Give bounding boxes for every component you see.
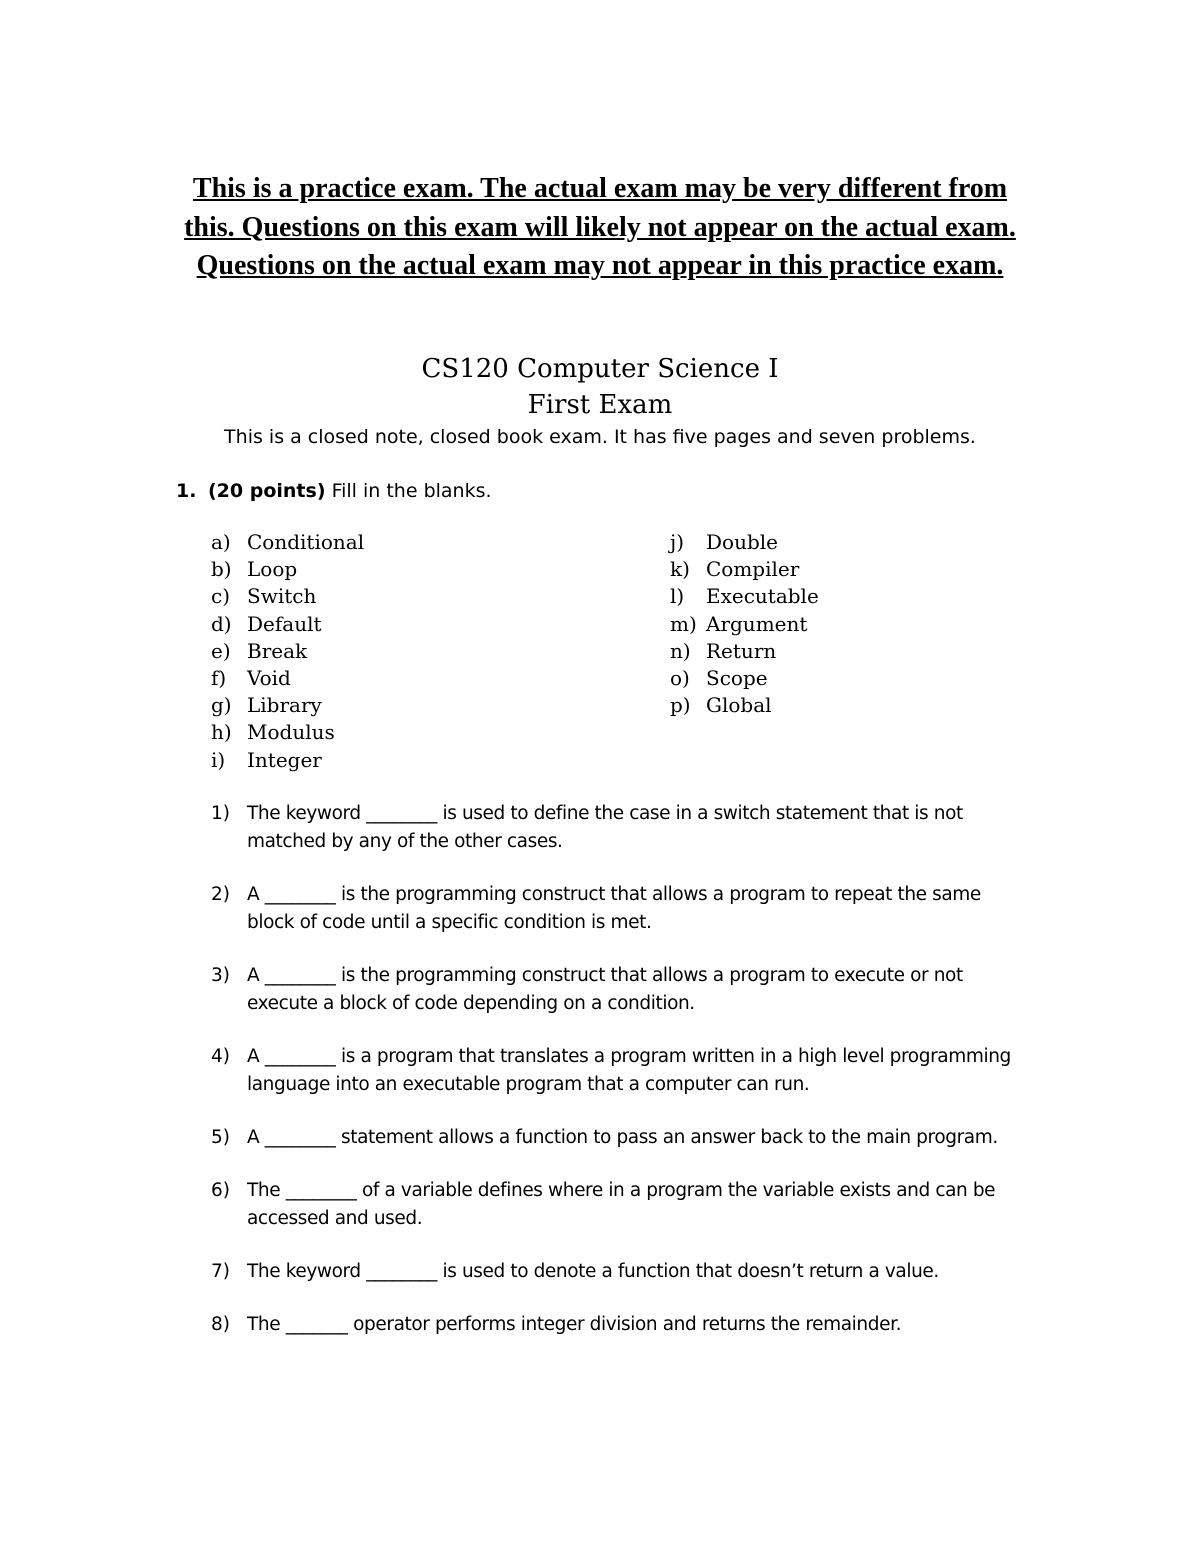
question-number: 3): [211, 965, 230, 986]
word-bank-item: [211, 556, 364, 583]
word-letter: o): [670, 666, 690, 691]
word-bank-item: [211, 583, 364, 610]
word-term: Argument: [706, 611, 808, 636]
word-bank-item: [211, 747, 364, 774]
problem-prompt: Fill in the blanks.: [331, 480, 492, 502]
word-bank-item: [211, 529, 364, 556]
word-letter: e): [211, 638, 231, 663]
word-bank-item: [670, 583, 819, 610]
fill-in-questions: [211, 800, 1031, 1364]
problem-points: (20 points): [208, 480, 326, 502]
question-text: The keyword ________ is used to denote a function that doesn’t return a value.: [247, 1261, 939, 1282]
word-term: Compiler: [706, 557, 800, 582]
question-number: 4): [211, 1046, 230, 1067]
word-bank-item: [211, 638, 364, 665]
word-bank-item: [211, 692, 364, 719]
word-letter: d): [211, 611, 232, 636]
question-item: [211, 1311, 1031, 1339]
question-item: [211, 1258, 1031, 1286]
question-item: [211, 800, 1031, 856]
question-number: 8): [211, 1314, 230, 1335]
word-term: Library: [247, 693, 322, 718]
question-text: A ________ statement allows a function to pass an answer back to the main program.: [247, 1127, 998, 1148]
word-letter: a): [211, 530, 231, 554]
question-text: A ________ is the programming construct that allows a program to repeat the same block of code until a specific condition is met.: [247, 884, 981, 933]
course-title: CS120 Computer Science I: [421, 354, 779, 384]
word-letter: m): [670, 611, 697, 636]
word-bank-item: [670, 665, 819, 692]
word-term: Modulus: [247, 720, 335, 745]
word-term: Return: [706, 638, 777, 663]
word-term: Scope: [706, 666, 768, 691]
word-bank-item: [670, 638, 819, 665]
word-letter: c): [211, 584, 231, 609]
question-item: [211, 1124, 1031, 1152]
word-term: Void: [247, 666, 291, 691]
word-letter: h): [211, 720, 232, 745]
word-letter: n): [670, 638, 691, 663]
word-term: Conditional: [247, 530, 365, 554]
word-letter: i): [211, 747, 226, 772]
word-bank-right: [670, 529, 819, 719]
word-term: Loop: [247, 557, 298, 582]
word-letter: f): [211, 666, 227, 691]
word-term: Switch: [247, 584, 317, 609]
word-letter: k): [670, 557, 690, 582]
question-number: 2): [211, 884, 230, 905]
word-bank-left: [211, 529, 364, 774]
exam-title: First Exam: [527, 390, 673, 420]
word-letter: g): [211, 693, 232, 718]
word-letter: p): [670, 693, 691, 718]
word-letter: j): [670, 530, 685, 554]
practice-disclaimer: This is a practice exam. The actual exam may be very different from this. Questions on this exam will likely not appear on the actual exam. Questions on the actual exam may not appear in this practice exam.: [184, 173, 1016, 281]
word-term: Default: [247, 611, 322, 636]
problem-number: 1.: [176, 480, 197, 502]
question-number: 1): [211, 803, 230, 824]
question-item: [211, 1043, 1031, 1099]
question-number: 6): [211, 1180, 230, 1201]
word-term: Double: [706, 530, 778, 554]
word-term: Integer: [247, 747, 322, 772]
word-bank-item: [670, 556, 819, 583]
question-text: A ________ is the programming construct that allows a program to execute or not execute a block of code depending on a condition.: [247, 965, 963, 1014]
question-text: The ________ of a variable defines where in a program the variable exists and can be accessed and used.: [247, 1180, 996, 1229]
word-term: Break: [247, 638, 308, 663]
question-number: 7): [211, 1261, 230, 1282]
question-number: 5): [211, 1127, 230, 1148]
word-bank-item: [211, 611, 364, 638]
question-item: [211, 962, 1031, 1018]
word-bank-item: [670, 611, 819, 638]
word-letter: l): [670, 584, 685, 609]
word-bank-item: [670, 529, 819, 556]
question-text: The keyword ________ is used to define the case in a switch statement that is not matched by any of the other cases.: [247, 803, 963, 852]
problem-1-header: [176, 477, 492, 505]
word-bank-item: [211, 665, 364, 692]
question-text: The _______ operator performs integer division and returns the remainder.: [247, 1314, 902, 1335]
question-text: A ________ is a program that translates a program written in a high level programming language into an executable program that a computer can run.: [247, 1046, 1011, 1095]
word-letter: b): [211, 557, 232, 582]
word-term: Global: [706, 693, 772, 718]
question-item: [211, 881, 1031, 937]
exam-instructions: This is a closed note, closed book exam. It has five pages and seven problems.: [224, 426, 976, 448]
word-bank-item: [211, 719, 364, 746]
word-term: Executable: [706, 584, 819, 609]
question-item: [211, 1177, 1031, 1233]
word-bank-item: [670, 692, 819, 719]
